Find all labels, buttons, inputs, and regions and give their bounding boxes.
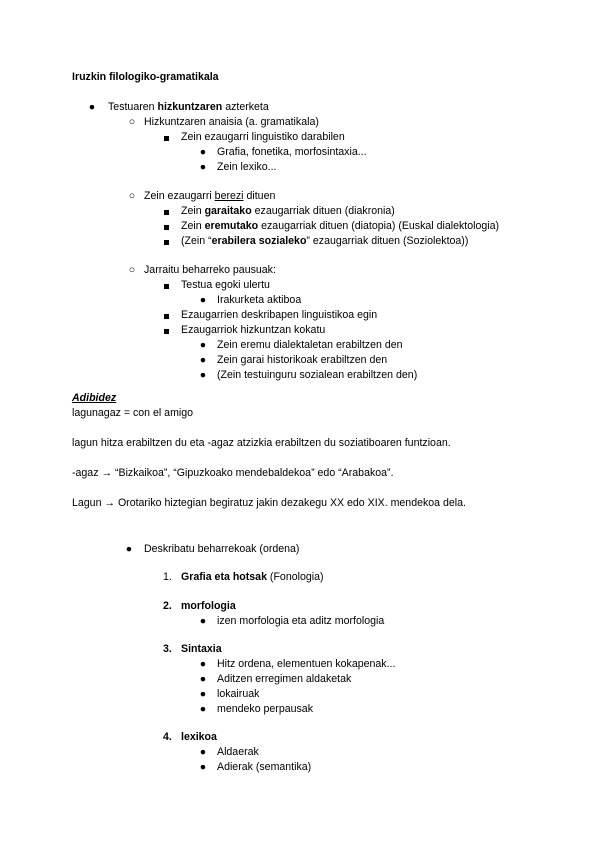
list-item: Zein lexiko...	[217, 161, 277, 173]
list-item: Irakurketa aktiboa	[217, 294, 302, 306]
list-item: Ezaugarriok hizkuntzan kokatu	[181, 324, 326, 336]
list-item: Zein garai historikoak erabiltzen den	[217, 354, 388, 366]
bullet-disc-icon: ●	[199, 746, 207, 758]
bullet-disc-icon: ●	[88, 101, 96, 113]
list-item: Jarraitu beharreko pausuak:	[144, 264, 276, 276]
list-number: 2.	[163, 600, 172, 612]
list-item: Grafia, fonetika, morfosintaxia...	[217, 146, 367, 158]
bullet-square-icon	[164, 314, 169, 319]
list-item: izen morfologia eta aditz morfologia	[217, 615, 385, 627]
bullet-disc-icon: ●	[199, 703, 207, 715]
paragraph: lagun hitza erabiltzen du eta -agaz atzizkia erabiltzen du soziatiboaren funtzioan.	[72, 437, 451, 449]
bullet-disc-icon: ●	[199, 615, 207, 627]
list-item: Zein garaitako ezaugarriak dituen (diakronia)	[181, 205, 395, 217]
list-item: Zein ezaugarri linguistiko darabilen	[181, 131, 345, 143]
list-item: Hitz ordena, elementuen kokapenak...	[217, 658, 396, 670]
list-item: lexikoa	[181, 731, 217, 743]
bullet-disc-icon: ●	[199, 354, 207, 366]
bullet-disc-icon: ●	[199, 339, 207, 351]
bullet-circle-icon: ○	[128, 116, 136, 128]
bullet-disc-icon: ●	[199, 369, 207, 381]
list-item: morfologia	[181, 600, 236, 612]
list-number: 1.	[163, 571, 172, 583]
list-item: lokairuak	[217, 688, 260, 700]
list-item: Testuaren hizkuntzaren azterketa	[108, 101, 269, 113]
list-item: mendeko perpausak	[217, 703, 313, 715]
list-item: Aditzen erregimen aldaketak	[217, 673, 352, 685]
bullet-disc-icon: ●	[199, 161, 207, 173]
bullet-disc-icon: ●	[199, 294, 207, 306]
example-heading: Adibidez	[72, 392, 117, 404]
list-item: Deskribatu beharrekoak (ordena)	[144, 543, 300, 555]
list-item: Aldaerak	[217, 746, 259, 758]
bullet-square-icon	[164, 210, 169, 215]
list-item: Sintaxia	[181, 643, 222, 655]
bullet-disc-icon: ●	[199, 688, 207, 700]
bullet-disc-icon: ●	[199, 673, 207, 685]
list-item: Hizkuntzaren anaisia (a. gramatikala)	[144, 116, 319, 128]
list-number: 3.	[163, 643, 172, 655]
bullet-circle-icon: ○	[128, 190, 136, 202]
bullet-square-icon	[164, 284, 169, 289]
bullet-disc-icon: ●	[199, 658, 207, 670]
list-item: Zein eremu dialektaletan erabiltzen den	[217, 339, 403, 351]
list-item: (Zein testuinguru sozialean erabiltzen den)	[217, 369, 418, 381]
bullet-disc-icon: ●	[125, 543, 133, 555]
list-number: 4.	[163, 731, 172, 743]
list-item: (Zein “erabilera sozialeko” ezaugarriak dituen (Soziolektoa))	[181, 235, 469, 247]
list-item: Zein ezaugarri berezi dituen	[144, 190, 276, 202]
bullet-square-icon	[164, 225, 169, 230]
list-item: Adierak (semantika)	[217, 761, 312, 773]
bullet-square-icon	[164, 240, 169, 245]
bullet-disc-icon: ●	[199, 761, 207, 773]
bullet-square-icon	[164, 329, 169, 334]
list-item: Ezaugarrien deskribapen linguistikoa egin	[181, 309, 378, 321]
page-title: Iruzkin filologiko-gramatikala	[72, 71, 219, 83]
bullet-square-icon	[164, 136, 169, 141]
paragraph: Lagun → Orotariko hiztegian begiratuz jakin dezakegu XX edo XIX. mendekoa dela.	[72, 497, 466, 509]
list-item: Zein eremutako ezaugarriak dituen (diatopia) (Euskal dialektologia)	[181, 220, 500, 232]
bullet-circle-icon: ○	[128, 264, 136, 276]
paragraph: lagunagaz = con el amigo	[72, 407, 194, 419]
list-item: Testua egoki ulertu	[181, 279, 270, 291]
list-item: Grafia eta hotsak (Fonologia)	[181, 571, 324, 583]
bullet-disc-icon: ●	[199, 146, 207, 158]
paragraph: -agaz → “Bizkaikoa”, “Gipuzkoako mendebaldekoa” edo “Arabakoa”.	[72, 467, 394, 479]
